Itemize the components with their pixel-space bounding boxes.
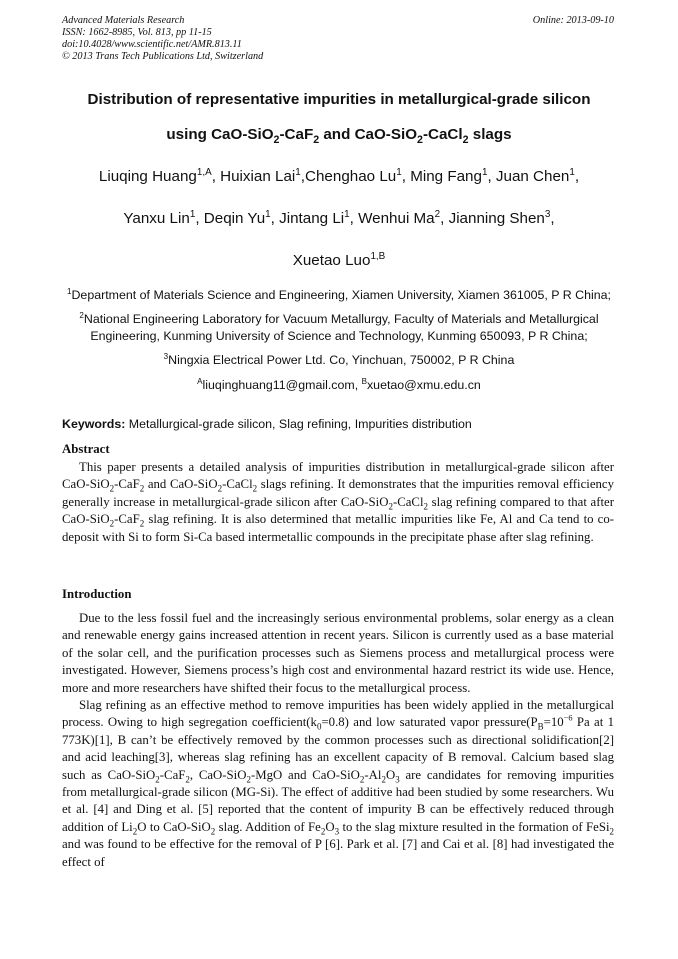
keywords-label: Keywords: <box>62 417 126 431</box>
introduction-heading: Introduction <box>62 587 132 601</box>
intro-paragraph-2: Slag refining as an effective method to remove impurities has been widely applied in the metallurgical process. Owing to high segregation $coefficient(k_0=0.8)$ and low saturated vapor $pressure(P_B=10^{-6}$ Pa at 1 773K)[1], B can’t be effectively removed by the common processes such as directional solidification[2] and acid leaching[3], whereas slag refining has an excellent capacity of B removal. Calcium based slag such as CaO-SiO$_2$-CaF$_2$, CaO-SiO$_2$-MgO and CaO-$SiO_2-Al_2O_3$ are candidates for removing impurities from metallurgical-grade silicon (MG-Si). The effect of additive had been studied by some researchers. Wu et al. [4] and Ding et al. [5] reported that the content of impurity B can be effectively reduced through addition of $Li_2O$ to CaO-SiO$_2$ slag. Addition of $Fe_2O_3$ to the slag mixture resulted in the formation of FeSi$_2$ and was found to be effective for the removal of P [6]. Park et al. [7] and Cai et al. [8] had investigated the effect of <box>62 698 615 869</box>
abstract-heading: Abstract <box>62 442 110 456</box>
intro-paragraph-1: Due to the less fossil fuel and the increasingly serious environmental problems, solar energy as a clean and renewable energy gains increased attention in recent years. Silicon is currently used as a base material of the solar cell, and the purification processes such as Siemens process and metallurgical process were investigated. However, Siemens process’s high cost and environmental hazard restrict its wide use. Hence, more and more researchers have shifted their focus to the metallurgical process. <box>62 611 614 695</box>
title-line-1: Distribution of representative impurities in metallurgical-grade silicon <box>87 91 591 108</box>
title-line-2: using CaO-SiO$_2$-CaF$_2$ and CaO-SiO$_2$-CaCl$_2$ slags <box>166 126 512 147</box>
issn: ISSN: 1662-8985, Vol. 813, pp 11-15 <box>62 27 212 38</box>
keywords-text: Metallurgical-grade silicon, Slag refining, Impurities distribution <box>125 417 472 431</box>
online-date: Online: 2013-09-10 <box>532 15 614 26</box>
copyright: © 2013 Trans Tech Publications Ltd, Switzerland <box>62 51 264 62</box>
doi: doi:10.4028/www.scientific.net/AMR.813.11 <box>62 39 242 50</box>
authors-line-3: Xuetao Luo$^{1,B}$ <box>292 250 386 269</box>
introduction-body <box>62 610 614 871</box>
affiliation-1: $^1$Department of Materials Science and Engineering, Xiamen University, Xiamen 361005, P R China; <box>67 286 611 302</box>
affiliation-2: $^2$National Engineering Laboratory for Vacuum Metallurgy, Faculty of Materials and Metallurgical Engineering, Kunming University of Science and Technology, Kunming 650093, P R China; <box>79 310 599 343</box>
abstract-body: This paper presents a detailed analysis of impurities distribution in metallurgical-grade silicon after CaO-SiO$_2$-CaF$_2$ and CaO-SiO$_2$-CaCl$_2$ slags refining. It demonstrates that the impurities removal efficiency generally increase in metallurgical-grade silicon after CaO-SiO$_2$-CaCl$_2$ slag refining compared to that after CaO-SiO$_2$-CaF$_2$ slag refining. It is also determined that metallic impurities like Fe, Al and Ca tend to co-deposit with Si to form Si-Ca based intermetallic compounds in the precipitate phase after slag refining. <box>62 460 614 544</box>
keywords <box>62 417 614 431</box>
affiliation-3: $^3$Ningxia Electrical Power Ltd. Co, Yinchuan, 750002, P R China <box>163 351 515 367</box>
authors-line-2: Yanxu Lin$^1$, Deqin Yu$^1$, Jintang Li$^1$, Wenhui Ma$^2$, Jianning Shen$^3$, <box>123 208 555 227</box>
journal-header <box>62 15 614 63</box>
author-emails: $^A$liuqinghuang11@gmail.com, $^B$xuetao@xmu.edu.cn <box>197 376 481 392</box>
authors-line-1: Liuqing Huang$^{1,A}$, Huixian Lai$^1$,Chenghao Lu$^1$, Ming Fang$^1$, Juan Chen$^1$, <box>98 166 580 185</box>
journal-name: Advanced Materials Research <box>62 15 185 26</box>
